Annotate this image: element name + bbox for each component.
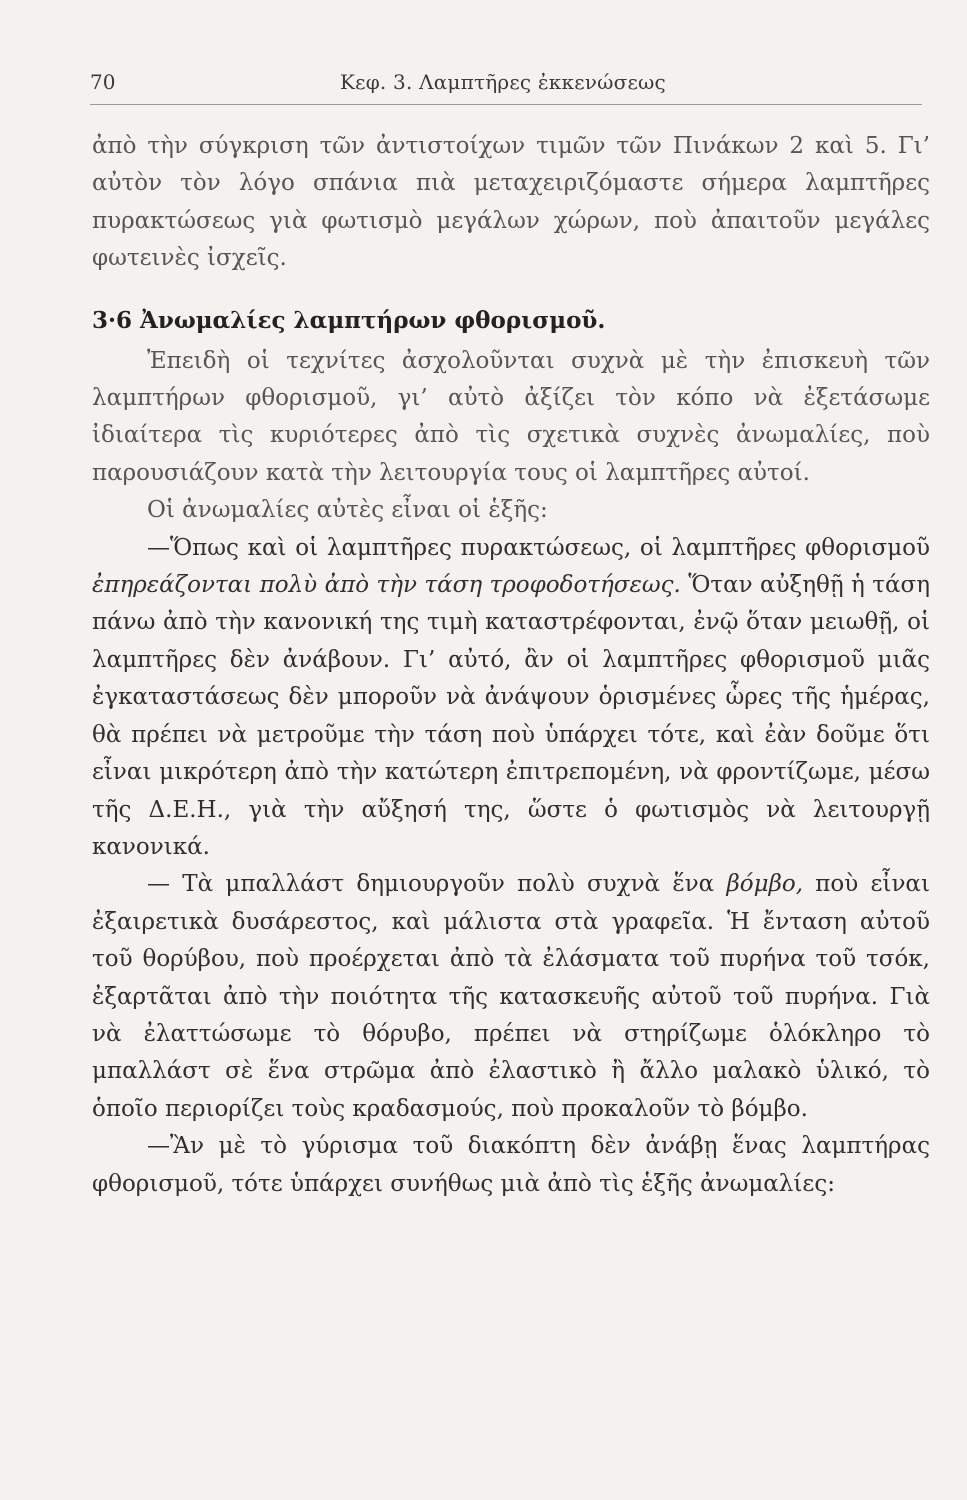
page-body xyxy=(92,128,930,1203)
paragraph-voltage xyxy=(92,530,930,867)
section-heading: 3·6 Ἀνωμαλίες λαμπτήρων φθορισμοῦ. xyxy=(92,306,606,334)
paragraph-list-lead: Οἱ ἀνωμαλίες αὐτὲς εἶναι οἱ ἑξῆς: xyxy=(147,497,548,524)
paragraph-switch: —Ἂν μὲ τὸ γύρισμα τοῦ διακόπτη δὲν ἀνάβῃ ἕνας λαμπτήρας φθορισμοῦ, τότε ὑπάρχει συνήθως μιὰ ἀπὸ τὶς ἑξῆς ἀνωμαλίες: xyxy=(92,1133,930,1197)
paragraph-section-intro: Ἐπειδὴ οἱ τεχνίτες ἀσχολοῦνται συχνὰ μὲ τὴν ἐπισκευὴ τῶν λαμπτήρων φθορισμοῦ, γι’ αὐτὸ ἀξίζει τὸν κόπο νὰ ἐξετάσωμε ἰδιαίτερα τὶς κυριότερες ἀπὸ τὶς σχετικὰ συχνὲς ἀνωμαλίες, ποὺ παρουσιάζουν κατὰ τὴν λειτουργία τους οἱ λαμπτῆρες αὐτοί. xyxy=(92,347,930,486)
page-number: 70 xyxy=(90,70,116,94)
paragraph-ballast xyxy=(92,866,930,1128)
paragraph-voltage-emphasis: ἐπηρεάζονται πολὺ ἀπὸ τὴν τάση τροφοδοτήσεως. xyxy=(92,572,681,599)
paragraph-intro: ἀπὸ τὴν σύγκριση τῶν ἀντιστοίχων τιμῶν τῶν Πινάκων 2 καὶ 5. Γι’ αὐτὸν τὸν λόγο σπάνια πιὰ μεταχειριζόμαστε σήμερα λαμπτῆρες πυρακτώσεως γιὰ φωτισμὸ μεγάλων χώρων, ποὺ ἀπαιτοῦν μεγάλες φωτεινὲς ἰσχεῖς. xyxy=(92,133,930,272)
paragraph-voltage-rest: Ὅταν αὐξηθῇ ἡ τάση πάνω ἀπὸ τὴν κανονική της τιμὴ καταστρέφονται, ἐνῷ ὅταν μειωθῇ, οἱ λαμπτῆρες δὲν ἀνάβουν. Γι’ αὐτό, ἂν οἱ λαμπτῆρες φθορισμοῦ μιᾶς ἐγκαταστάσεως δὲν μποροῦν νὰ ἀνάψουν ὁρισμένες ὧρες τῆς ἡμέρας, θὰ πρέπει νὰ μετροῦμε τὴν τάση ποὺ ὑπάρχει τότε, καὶ ἐὰν δοῦμε ὅτι εἶναι μικρότερη ἀπὸ τὴν κατώτερη ἐπιτρεπομένη, νὰ φροντίζωμε, μέσω τῆς Δ.Ε.Η., γιὰ τὴν αὔξησή της, ὥστε ὁ φωτισμὸς νὰ λειτουργῇ κανονικά. xyxy=(92,572,930,860)
paragraph-ballast-rest: ποὺ εἶναι ἐξαιρετικὰ δυσάρεστος, καὶ μάλιστα στὰ γραφεῖα. Ἡ ἔνταση αὐτοῦ τοῦ θορύβου, ποὺ προέρχεται ἀπὸ τὰ ἐλάσματα τοῦ πυρήνα τοῦ τσόκ, ἐξαρτᾶται ἀπὸ τὴν ποιότητα τῆς κατασκευῆς αὐτοῦ τοῦ πυρήνα. Γιὰ νὰ ἐλαττώσωμε τὸ θόρυβο, πρέπει νὰ στηρίζωμε ὁλόκληρο τὸ μπαλλάστ σὲ ἕνα στρῶμα ἀπὸ ἐλαστικὸ ἢ ἄλλο μαλακὸ ὑλικό, τὸ ὁποῖο περιορίζει τοὺς κραδασμούς, ποὺ προκαλοῦν τὸ βόμβο. xyxy=(92,871,930,1122)
paragraph-ballast-emphasis: βόμβο, xyxy=(726,871,804,898)
running-title: Κεφ. 3. Λαμπτῆρες ἐκκενώσεως xyxy=(340,70,666,94)
page-header xyxy=(90,70,922,105)
paragraph-voltage-start: —Ὅπως καὶ οἱ λαμπτῆρες πυρακτώσεως, οἱ λαμπτῆρες φθορισμοῦ xyxy=(147,534,930,561)
paragraph-ballast-start: — Τὰ μπαλλάστ δημιουργοῦν πολὺ συχνὰ ἕνα xyxy=(147,871,727,898)
